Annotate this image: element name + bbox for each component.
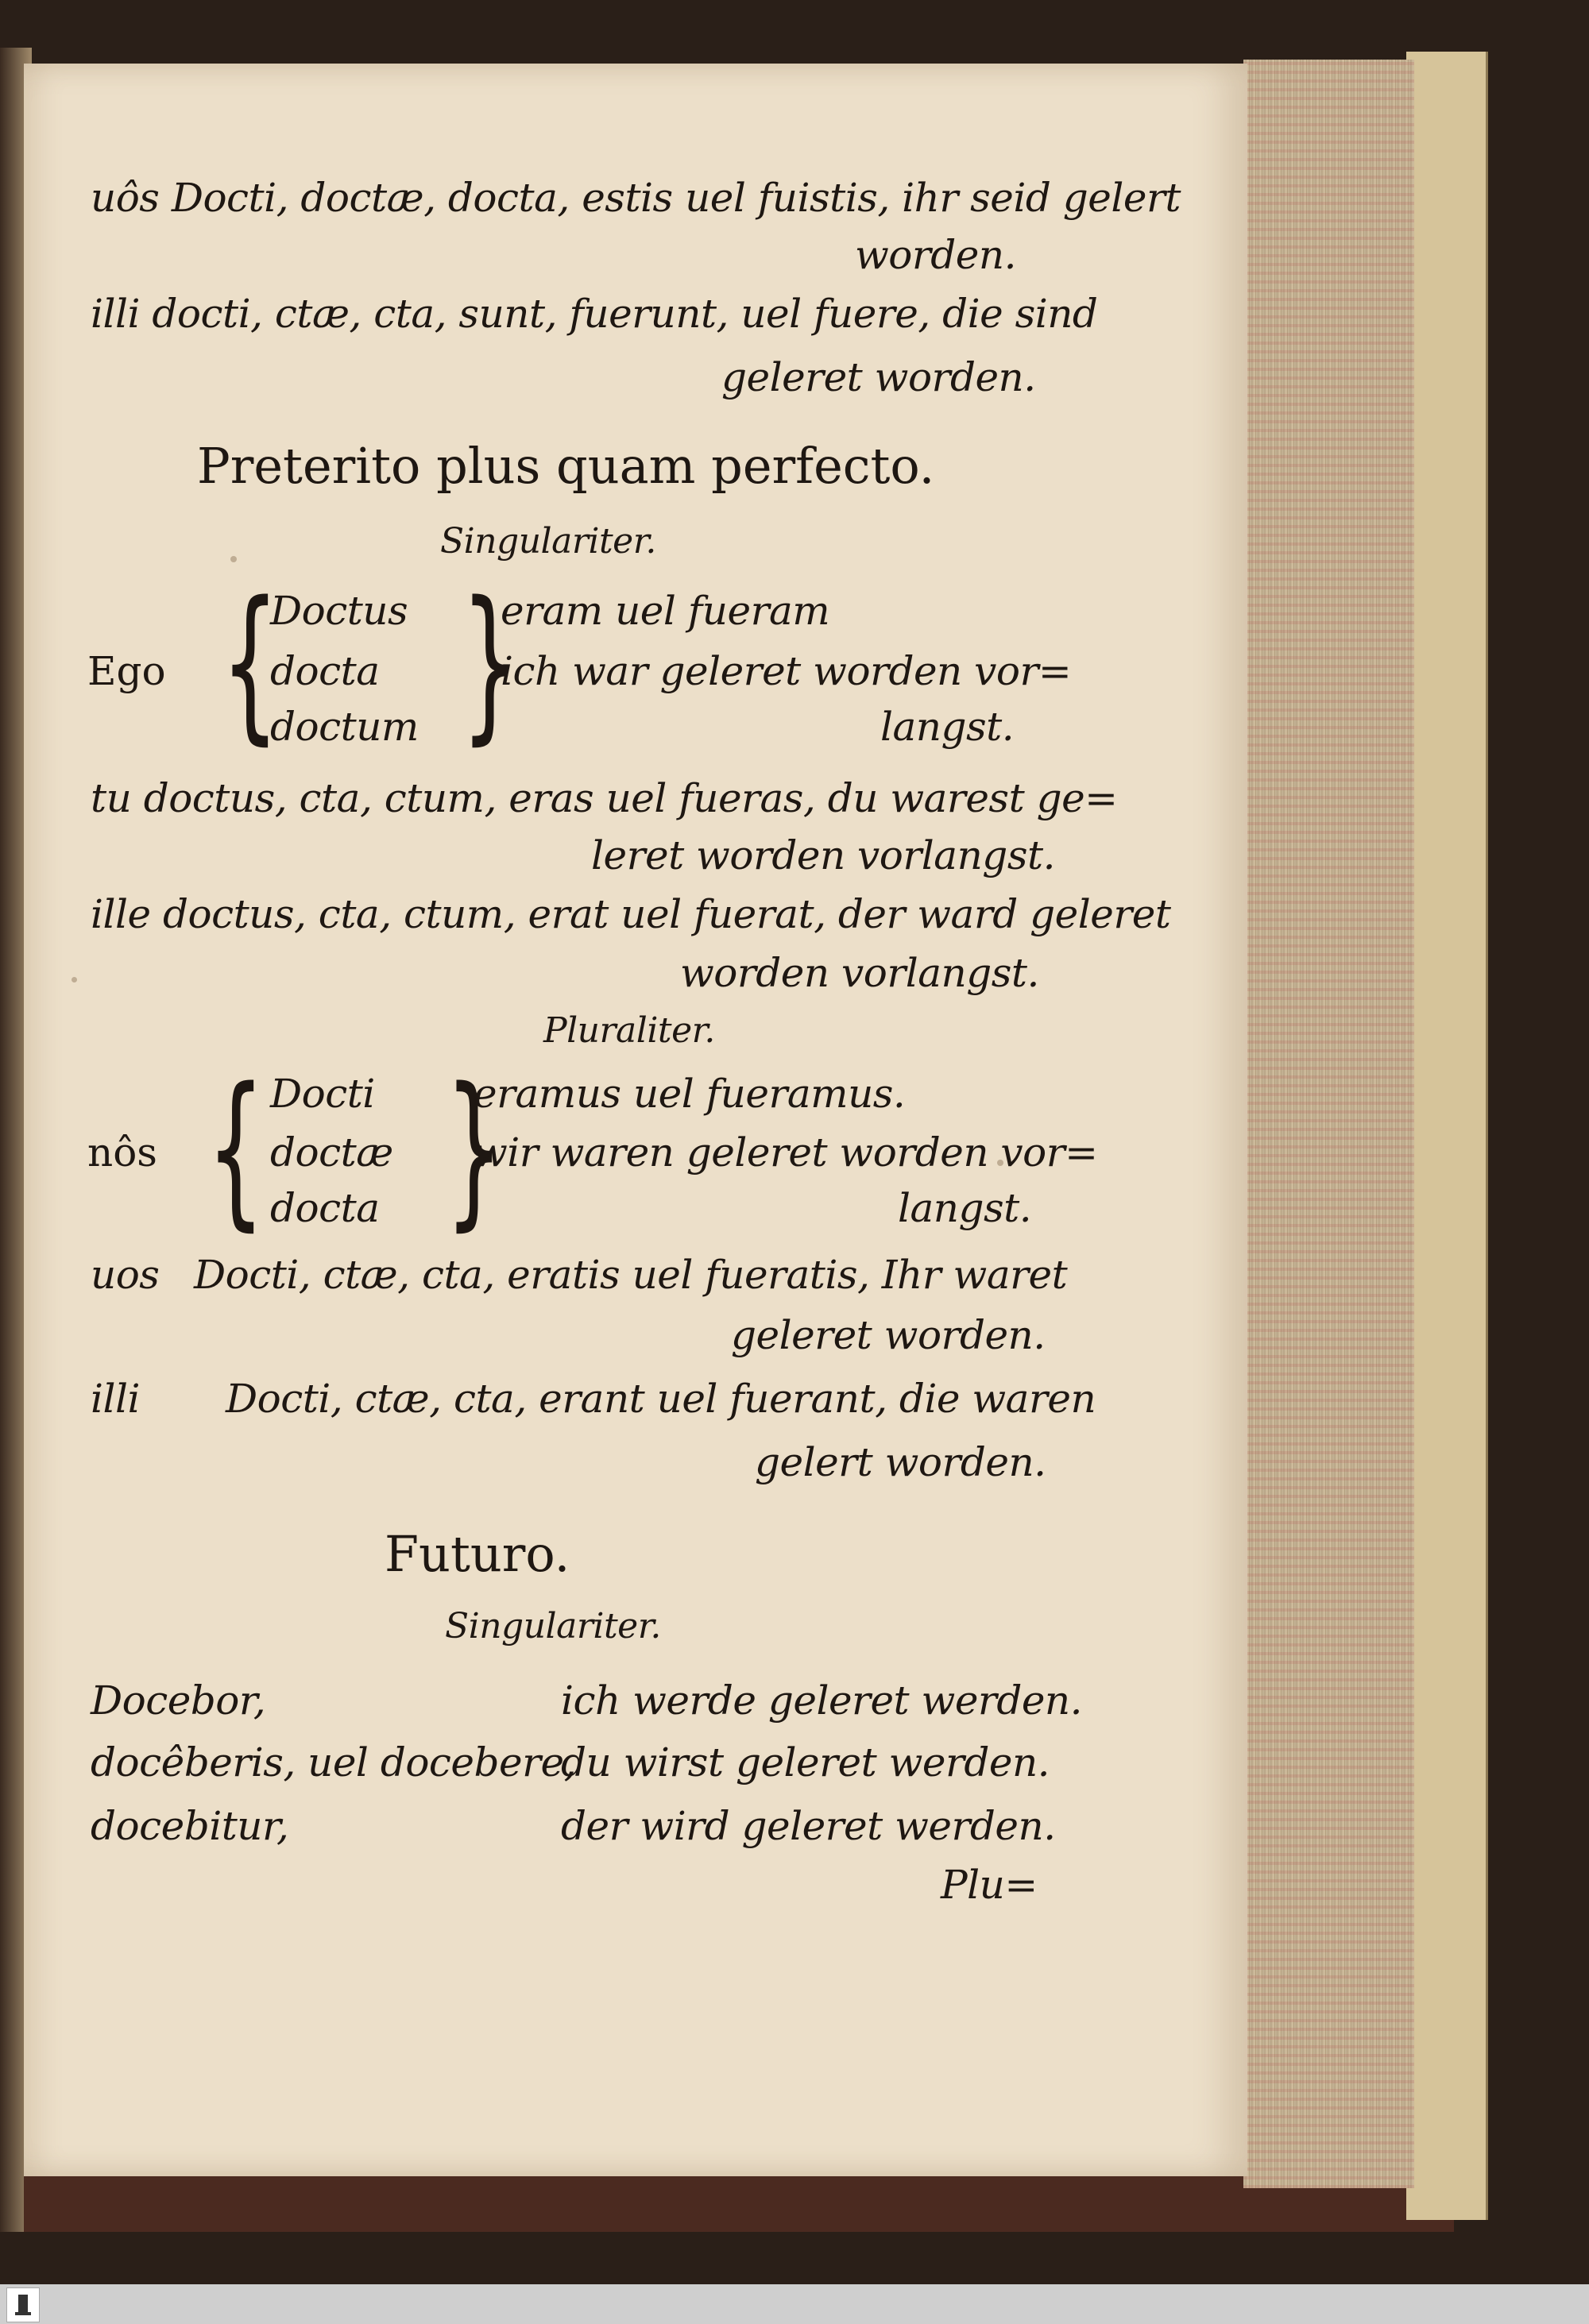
form-docta: docta bbox=[270, 648, 380, 694]
pronoun-label: nôs bbox=[87, 1129, 157, 1176]
text-line: gelert worden. bbox=[755, 1439, 1046, 1485]
text-line: Docti, ctæ, cta, erant uel fuerant, die waren bbox=[226, 1376, 1096, 1422]
latin-form: docêberis, uel docebere, bbox=[91, 1739, 576, 1785]
text-line: uôs Docti, doctæ, docta, estis uel fuistis, ihr seid gelert bbox=[91, 175, 1181, 221]
text-line: Docti, ctæ, cta, eratis uel fueratis, Ihr waret bbox=[194, 1252, 1068, 1298]
page-fore-edge bbox=[1243, 60, 1414, 2188]
pronoun-label: uos bbox=[91, 1252, 160, 1298]
german-gloss: ich war geleret worden vor= bbox=[501, 648, 1072, 694]
left-brace: { bbox=[221, 566, 280, 760]
german-gloss: langst. bbox=[898, 1185, 1032, 1231]
catchword: Plu= bbox=[941, 1862, 1038, 1908]
form-docta: docta bbox=[270, 1185, 380, 1231]
library-logo-icon bbox=[6, 2287, 40, 2322]
ink-speck bbox=[230, 556, 237, 562]
book-cover-bottom bbox=[24, 2176, 1454, 2232]
ink-speck bbox=[72, 977, 77, 982]
german-gloss: wir waren geleret worden vor= bbox=[474, 1129, 1098, 1176]
right-brace: } bbox=[461, 566, 520, 760]
right-brace: } bbox=[445, 1052, 504, 1246]
text-line: tu doctus, cta, ctum, eras uel fueras, du warest ge= bbox=[91, 775, 1118, 821]
form-doctus: Doctus bbox=[270, 588, 408, 634]
text-line: illi docti, ctæ, cta, sunt, fuerunt, uel fuere, die sind bbox=[91, 291, 1098, 337]
form-doctae: doctæ bbox=[270, 1129, 393, 1176]
german-gloss: der wird geleret werden. bbox=[561, 1803, 1056, 1849]
book-board-edge bbox=[1406, 52, 1488, 2220]
german-gloss: langst. bbox=[880, 704, 1015, 750]
latin-form: Docebor, bbox=[91, 1677, 266, 1724]
form-docti: Docti bbox=[270, 1071, 375, 1117]
german-gloss: du wirst geleret werden. bbox=[561, 1739, 1050, 1785]
subheading-singular: Singulariter. bbox=[445, 1606, 661, 1646]
subheading-plural: Pluraliter. bbox=[543, 1010, 715, 1051]
form-doctum: doctum bbox=[270, 704, 419, 750]
text-line: ille doctus, cta, ctum, erat uel fuerat, der ward geleret bbox=[91, 891, 1171, 937]
text-line: worden vorlangst. bbox=[680, 950, 1039, 996]
text-line: geleret worden. bbox=[721, 354, 1036, 400]
latin-form: docebitur, bbox=[91, 1803, 289, 1849]
book-page bbox=[24, 64, 1247, 2176]
latin-forms: eramus uel fueramus. bbox=[474, 1071, 906, 1117]
text-line: worden. bbox=[855, 232, 1016, 278]
left-brace: { bbox=[207, 1052, 265, 1246]
pronoun-label: Ego bbox=[87, 648, 166, 694]
subheading-singular: Singulariter. bbox=[440, 521, 656, 562]
viewer-status-bar bbox=[0, 2284, 1589, 2324]
section-heading: Futuro. bbox=[385, 1525, 570, 1583]
section-heading: Preterito plus quam perfecto. bbox=[197, 437, 935, 495]
latin-forms: eram uel fueram bbox=[501, 588, 830, 634]
german-gloss: ich werde geleret werden. bbox=[561, 1677, 1083, 1724]
text-line: leret worden vorlangst. bbox=[591, 832, 1055, 878]
pronoun-label: illi bbox=[91, 1376, 140, 1422]
text-line: geleret worden. bbox=[731, 1312, 1046, 1358]
